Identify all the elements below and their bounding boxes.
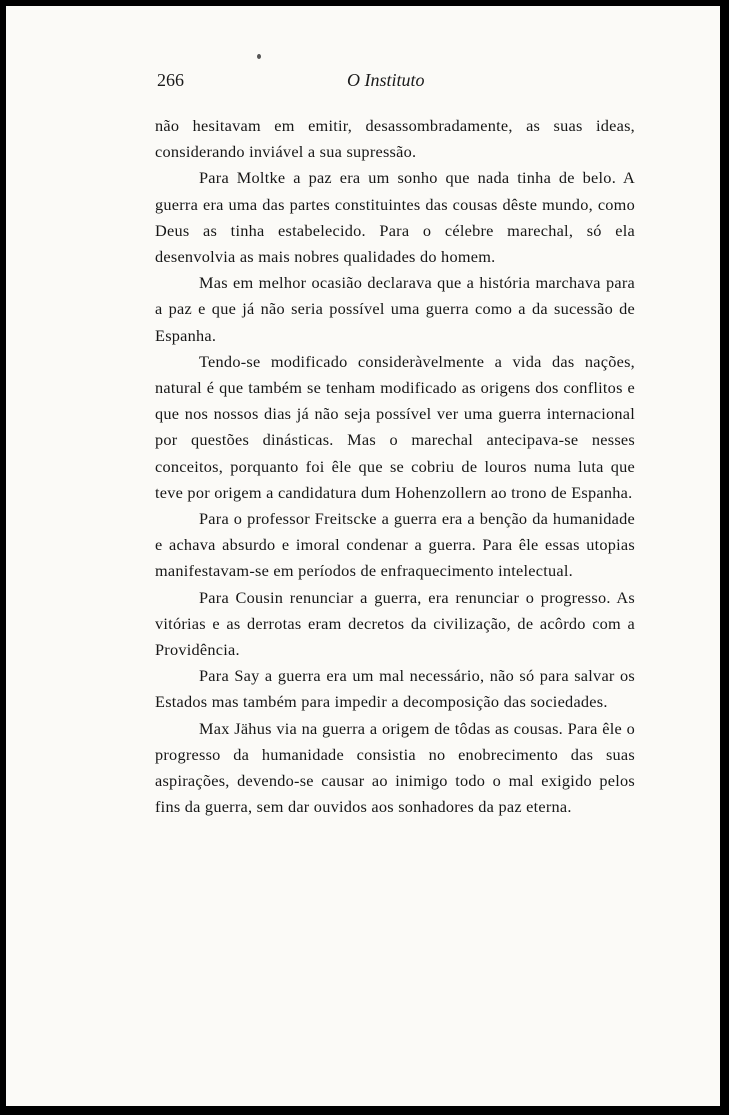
paragraph: Para Cousin renunciar a guerra, era renunciar o progresso. As vitórias e as derrotas eram decretos da civilização, de acôrdo com a Providência. [155,587,635,660]
paragraph: Para Moltke a paz era um sonho que nada tinha de belo. A guerra era uma das partes constituintes das cousas dêste mundo, como Deus as tinha estabelecido. Para o célebre marechal, só ela desenvolvia as mais nobres qualidades do homem. [155,168,635,267]
page-header [157,70,637,94]
paragraph: Para Say a guerra era um mal necessário, não só para salvar os Estados mas também para impedir a decomposição das sociedades. [155,666,635,712]
paragraph: Max Jähus via na guerra a origem de tôdas as cousas. Para êle o progresso da humanidade consistia no enobrecimento das suas aspirações, devendo-se causar ao inimigo todo o mal exigido pelos fins da guerra, sem dar ouvidos aos sonhadores da paz eterna. [155,718,635,817]
paragraph: Mas em melhor ocasião declarava que a história marchava para a paz e que já não seria possível uma guerra como a da sucessão de Espanha. [155,273,635,345]
paragraph: Tendo-se modificado consideràvelmente a vida das nações, natural é que também se tenham modificado as origens dos conflitos e que nos nossos dias já não seja possível ver uma guerra internacional por questões dinásticas. Mas o marechal antecipava-se nesses conceitos, porquanto foi êle que se cobriu de louros numa luta que teve por origem a candidatura dum Hohenzollern ao trono de Espanha. [155,351,635,502]
paragraph: Para o professor Freitscke a guerra era a benção da humanidade e achava absurdo e imoral condenar a guerra. Para êle essas utopias manifestavam-se em períodos de enfraquecimento intelectual. [155,509,635,581]
ink-speck [257,54,261,59]
paragraph: não hesitavam em emitir, desassombradamente, as suas ideas, considerando inviável a sua supressão. [155,116,635,162]
page-number: 266 [157,70,184,90]
body-text [155,113,635,820]
running-title: O Instituto [347,70,425,90]
